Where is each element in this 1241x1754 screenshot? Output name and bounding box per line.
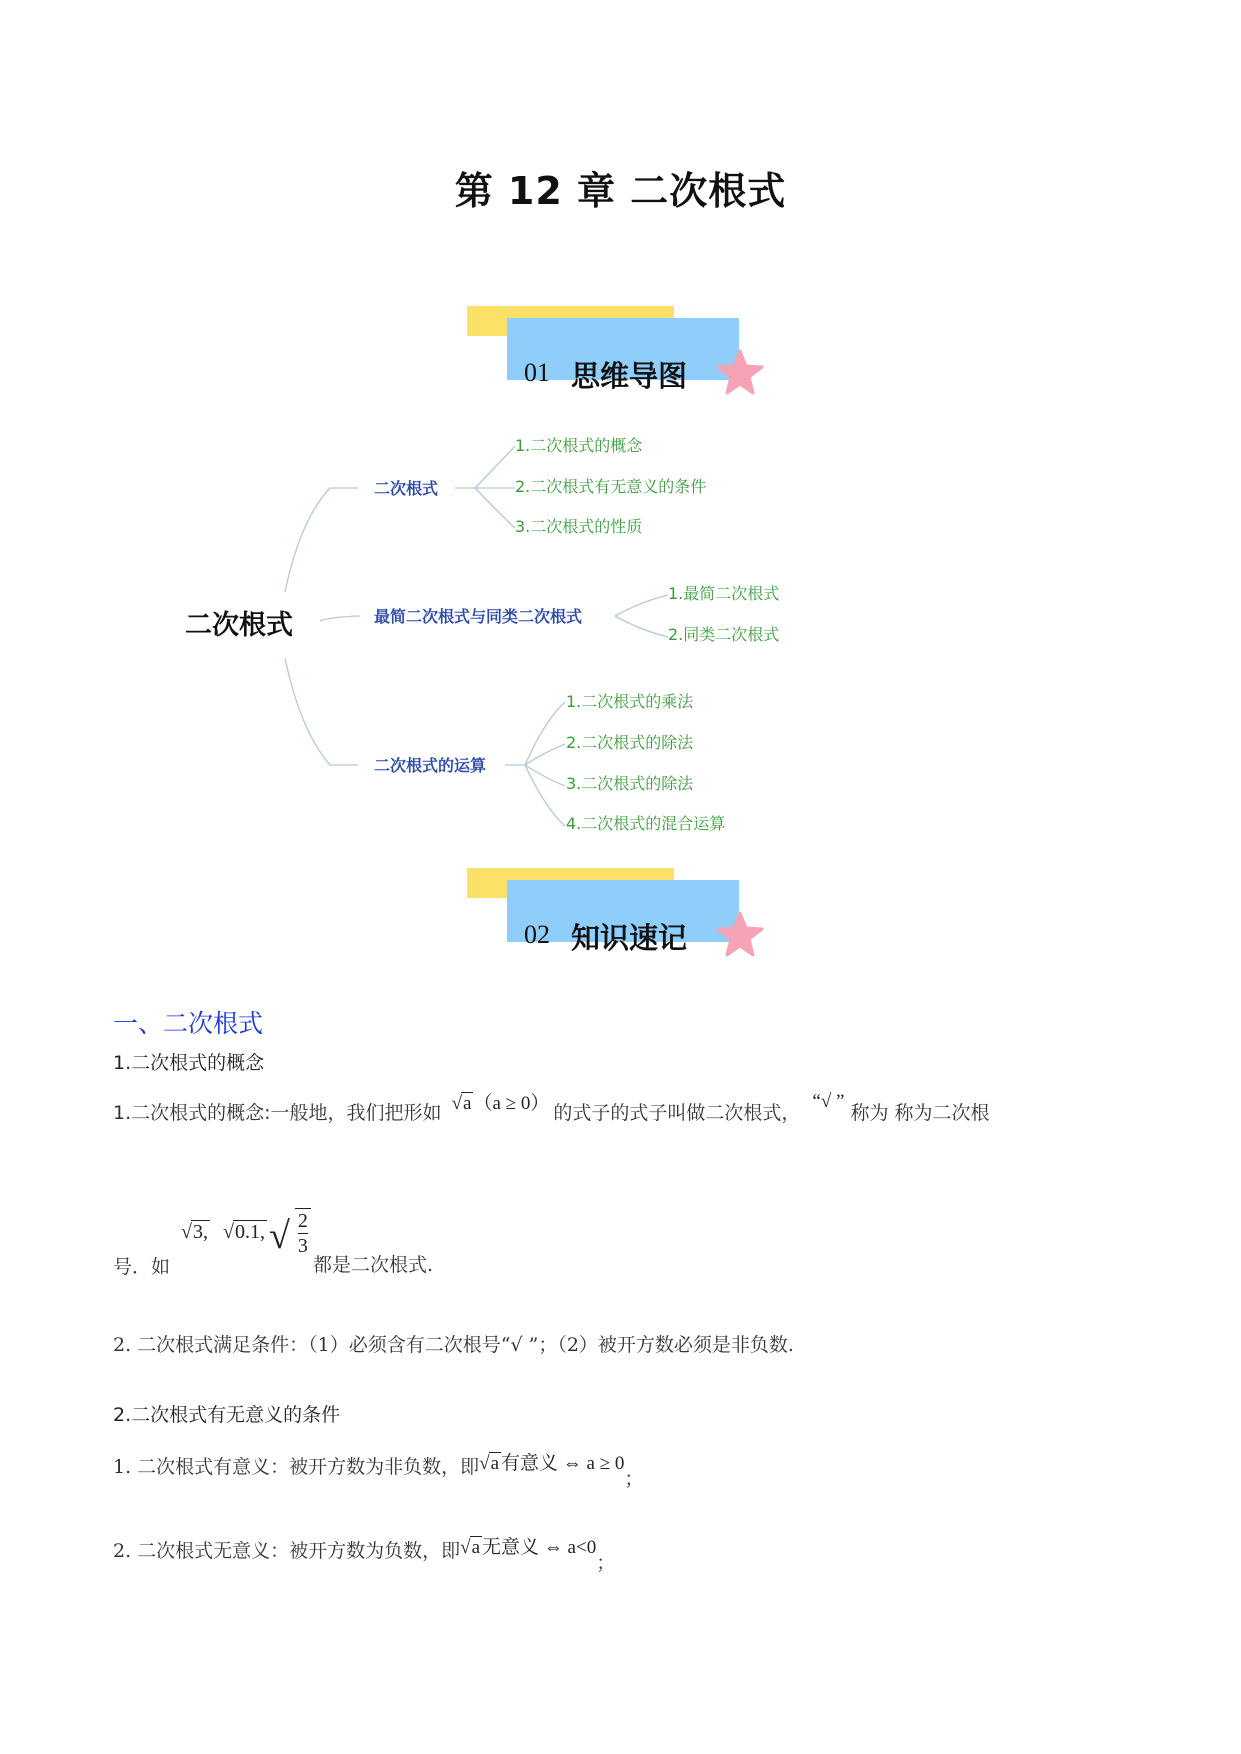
mindmap-leaf-1-1: 1.二次根式的概念 bbox=[515, 436, 643, 455]
mindmap-leaf-2-1: 1.最简二次根式 bbox=[668, 584, 780, 603]
connector-b1-c1 bbox=[455, 446, 515, 488]
example-sqrt3: √3, bbox=[181, 1221, 208, 1243]
paragraph-definition bbox=[113, 1091, 990, 1125]
sqrt-a-meaningless: √a bbox=[460, 1537, 481, 1558]
mindmap-leaf-2-2: 2.同类二次根式 bbox=[668, 625, 780, 644]
mind-map bbox=[0, 0, 1241, 860]
paragraph-conditions: 2. 二次根式满足条件：（1）必须含有二次根号“√ ”；（2）被开方数必须是非负数. bbox=[113, 1334, 794, 1356]
definition-text-b: 的式子的式子叫做二次根式， bbox=[553, 1102, 801, 1124]
examples-text-b: 都是二次根式. bbox=[313, 1254, 434, 1276]
mindmap-leaf-3-2: 2.二次根式的除法 bbox=[566, 733, 694, 752]
sqrt-a-expression: √a （a ≥ 0） bbox=[451, 1093, 550, 1114]
mindmap-branch-3: 二次根式的运算 bbox=[374, 756, 487, 775]
subheading-concept: 1.二次根式的概念 bbox=[113, 1052, 265, 1074]
meaningless-text-a: 2. 二次根式无意义：被开方数为负数，即 bbox=[113, 1540, 461, 1562]
connector-root-branch2 bbox=[320, 616, 360, 621]
badge-number: 02 bbox=[524, 920, 550, 949]
connector-b3-c3 bbox=[525, 765, 565, 786]
connector-root-branch3 bbox=[285, 658, 358, 765]
mindmap-leaf-3-3: 3.二次根式的除法 bbox=[566, 774, 694, 793]
connector-b1-c3 bbox=[475, 488, 515, 528]
subheading-meaning-conditions: 2.二次根式有无意义的条件 bbox=[113, 1404, 341, 1426]
star-icon bbox=[715, 910, 765, 960]
paragraph-meaningless: 2. 二次根式无意义：被开方数为负数，即√a 无意义 ⇔ a<0； bbox=[113, 1537, 616, 1574]
connector-b3-c4 bbox=[525, 765, 565, 826]
paragraph-examples bbox=[113, 1206, 434, 1278]
meaningful-text-a: 1. 二次根式有意义：被开方数为非负数，即 bbox=[113, 1456, 480, 1478]
connector-b3-c2 bbox=[525, 744, 565, 765]
definition-lead: 1.二次根式的概念: bbox=[113, 1102, 271, 1124]
paragraph-meaningful: 1. 二次根式有意义：被开方数为非负数，即√a 有意义 ⇔ a ≥ 0； bbox=[113, 1453, 644, 1490]
section-heading: 一、二次根式 bbox=[113, 1009, 264, 1038]
mindmap-root: 二次根式 bbox=[185, 610, 293, 641]
connector-b2-c2 bbox=[615, 616, 668, 637]
mindmap-branch-1: 二次根式 bbox=[374, 479, 439, 498]
mindmap-leaf-1-2: 2.二次根式有无意义的条件 bbox=[515, 477, 707, 496]
radical-symbol-quote: “√ ” bbox=[812, 1091, 845, 1112]
badge-label: 知识速记 bbox=[571, 921, 688, 955]
connector-root-branch1 bbox=[285, 488, 358, 592]
example-sqrt0-1: √0.1, bbox=[223, 1221, 265, 1243]
section-badge-knowledge bbox=[467, 868, 767, 968]
mindmap-leaf-1-3: 3.二次根式的性质 bbox=[515, 517, 643, 536]
definition-text-a: 一般地，我们把形如 bbox=[270, 1102, 442, 1124]
connector-b3-c1 bbox=[505, 702, 565, 765]
mindmap-branch-2: 最简二次根式与同类二次根式 bbox=[374, 607, 583, 626]
example-sqrt-fraction: √ $\frac{2}{3}$ bbox=[269, 1206, 311, 1258]
examples-text-a: 号．如 bbox=[113, 1256, 171, 1278]
badge-number: 01 bbox=[524, 358, 550, 387]
badge-label: 思维导图 bbox=[571, 359, 688, 393]
definition-text-c: 称为 称为二次根 bbox=[850, 1102, 990, 1124]
mindmap-leaf-3-4: 4.二次根式的混合运算 bbox=[566, 814, 726, 833]
mindmap-leaf-3-1: 1.二次根式的乘法 bbox=[566, 692, 694, 711]
connector-b2-c1 bbox=[615, 595, 668, 616]
sqrt-a-meaningful: √a bbox=[479, 1453, 500, 1474]
page-title: 第 12 章 二次根式 bbox=[454, 169, 787, 213]
